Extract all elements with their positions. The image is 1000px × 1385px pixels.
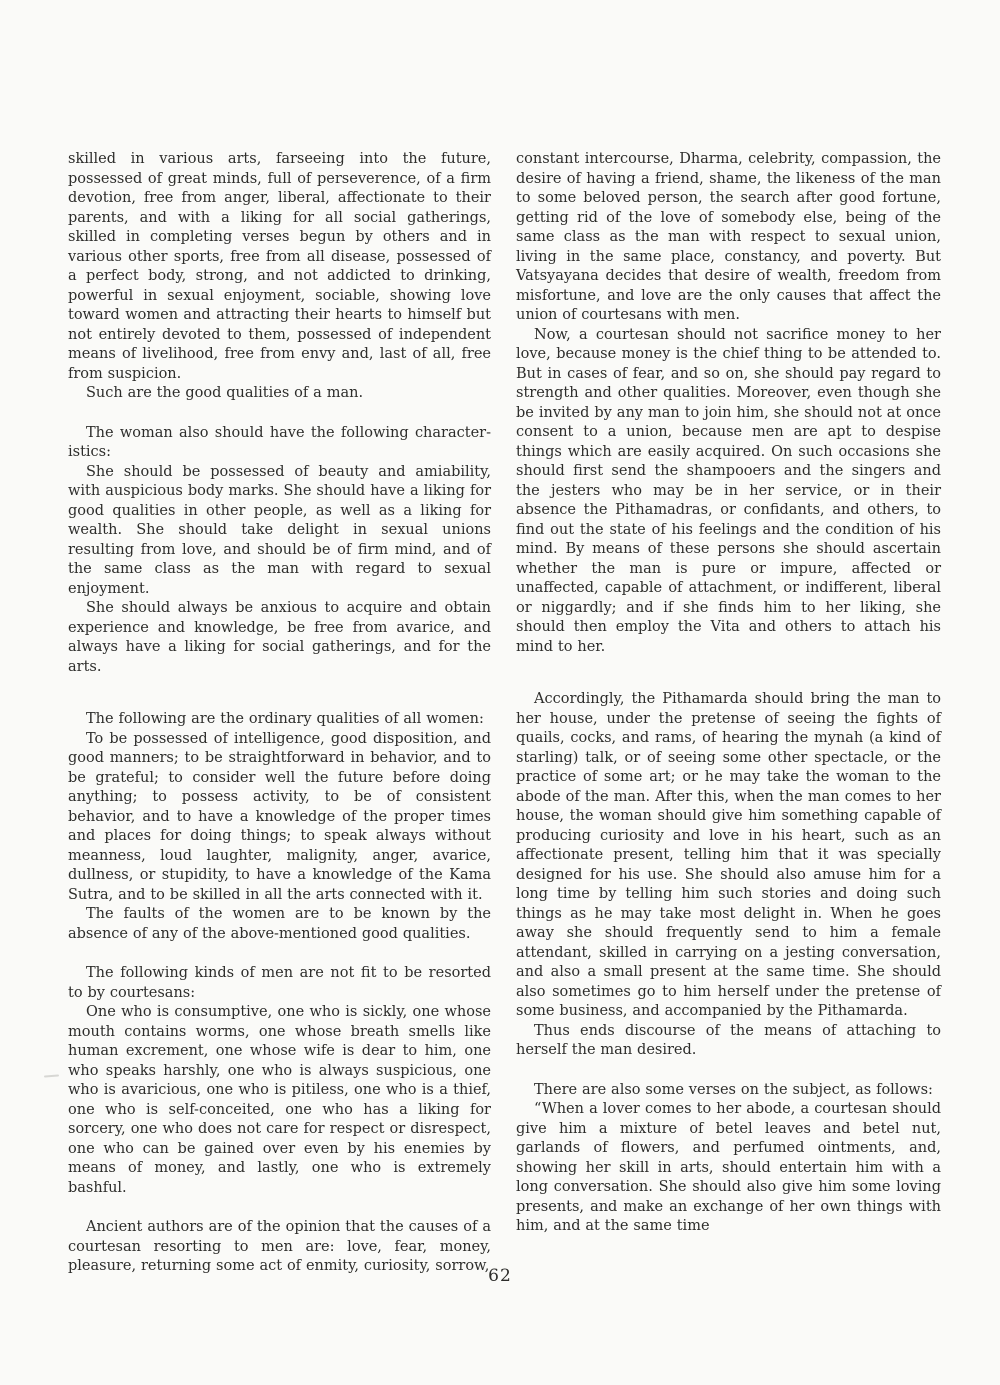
paragraph: Such are the good qualities of a man. xyxy=(86,385,364,401)
paragraph: Ancient authors are of the opinion that the causes of a courtesan resorting to men are: love, fear, money, pleasure, returning some act of enmity, curiosity, sorrow, xyxy=(68,1219,491,1274)
left-column xyxy=(68,150,491,1277)
paragraph: The following kinds of men are not fit to be resorted to by courtesans: xyxy=(68,965,491,1001)
paragraph: skilled in various arts, farseeing into the future, possessed of great minds, full of perseverence, of a firm devotion, free from anger, liberal, affectionate to their parents, and with a liking for all social gatherings, skilled in completing verses begun by others and in various other sports, free from all disease, possessed of a perfect body, strong, and not addicted to drinking, powerful in sexual enjoyment, sociable, showing love toward women and attracting their hearts to himself but not entirely devoted to them, possessed of independent means of livelihood, free from envy and, last of all, free from suspicion. xyxy=(68,151,491,382)
paragraph: constant intercourse, Dharma, celebrity, compassion, the desire of having a friend, shame, the likeness of the man to some beloved person, the search after good fortune, getting rid of the love of somebody else, being of the same class as the man with respect to sexual union, living in the same place, constancy, and poverty. But Vatsyayana decides that desire of wealth, freedom from misfortune, and love are the only causes that affect the union of courtesans with men. xyxy=(516,151,941,323)
paragraph: The following are the ordinary qualities of all women: xyxy=(86,711,484,727)
paragraph: Now, a courtesan should not sacrifice money to her love, because money is the chief thing to be attended to. But in cases of fear, and so on, she should pay regard to strength and other qualities. Moreover, even though she be invited by any man to join him, she should not at once consent to a union, because men are apt to despise things which are easily acquired. On such occasions she should first send the shampooers and the singers and the jesters who may be in her service, or in their absence the Pithamadras, or confidants, and others, to find out the state of his feelings and the condition of his mind. By means of these persons she should ascertain whether the man is pure or impure, affected or unaffected, capable of attachment, or indifferent, liberal or niggardly; and if she finds him to her liking, she should then employ the Vita and others to attach his mind to her. xyxy=(516,326,941,655)
paragraph: One who is consumptive, one who is sickly, one whose mouth contains worms, one whose breath smells like human excrement, one whose wife is dear to him, one who speaks harshly, one who is always suspicious, one who is avaricious, one who is pitiless, one who is a thief, one who is self-conceited, one who has a liking for sorcery, one who does not care for respect or disrespect, one who can be gained over even by his enemies by means of money, and lastly, one who is extremely bashful. xyxy=(68,1004,491,1196)
paragraph: There are also some verses on the subject, as follows: xyxy=(534,1081,933,1098)
stray-scan-mark xyxy=(44,1074,59,1077)
paragraph: She should be possessed of beauty and amiability, with auspicious body marks. She should have a liking for good qualities in other people, as well as a liking for wealth. She should take delight in sexual unions resulting from love, and should be of firm mind, and of the same class as the man with regard to sexual enjoyment. xyxy=(68,463,491,597)
page-number: 62 xyxy=(488,1266,512,1286)
paragraph: “When a lover comes to her abode, a courtesan should give him a mixture of betel leaves and betel nut, garlands of flowers, and perfumed ointments, and, showing her skill in arts, should entertain him with a long conversation. She should also give him some loving presents, and make an exchange of her own things with him, and at the same time xyxy=(516,1101,941,1234)
paragraph: She should always be anxious to acquire and obtain experience and knowledge, be free from avarice, and always have a liking for social gatherings, and for the arts. xyxy=(68,600,491,675)
paragraph: The woman also should have the following characteristics: xyxy=(68,424,491,460)
paragraph: Accordingly, the Pithamarda should bring the man to her house, under the pretense of seeing the fights of quails, cocks, and rams, of hearing the mynah (a kind of starling) talk, or of seeing some other spectacle, or the practice of some art; or he may take the woman to the abode of the man. After this, when the man comes to her house, the woman should give him something capable of producing curiosity and love in his heart, such as an affectionate present, telling him that it was specially designed for his use. She should also amuse him for a long time by telling him such stories and doing such things as he may take most delight in. When he goes away she should frequently send to him a female attendant, skilled in carrying on a jesting conversation, and also a small present at the same time. She should also sometimes go to him herself under the pretense of some business, and accompanied by the Pithamarda. xyxy=(516,691,941,1019)
paragraph: Thus ends discourse of the means of attaching to herself the man desired. xyxy=(516,1022,941,1058)
right-column xyxy=(516,150,941,1237)
paragraph: To be possessed of intelligence, good disposition, and good manners; to be straightforward in behavior, and to be grateful; to consider well the future before doing anything; to possess activity, to be of consistent behavior, and to have a knowledge of the proper times and places for doing things; to speak always without meanness, loud laughter, malignity, anger, avarice, dullness, or stupidity, to have a knowledge of the Kama Sutra, and to be skilled in all the arts connected with it. xyxy=(68,730,491,903)
paragraph: The faults of the women are to be known by the absence of any of the above-mentioned good qualities. xyxy=(68,906,491,942)
